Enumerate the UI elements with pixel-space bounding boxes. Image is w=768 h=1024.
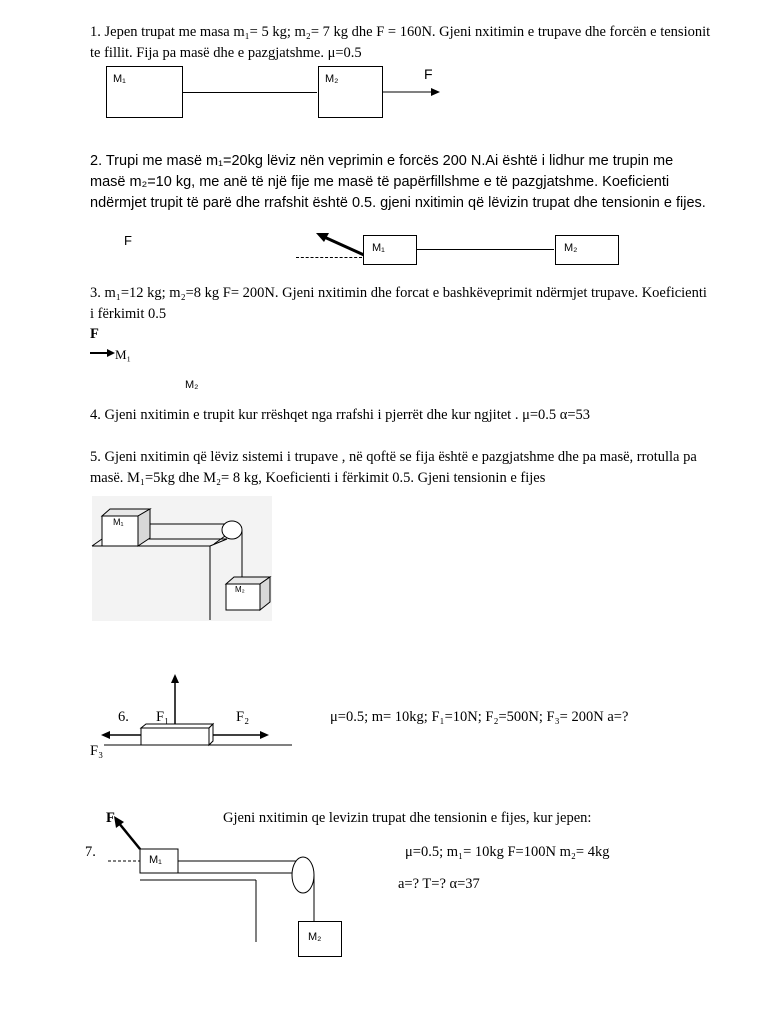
p1-label-m1: M₁ bbox=[113, 73, 126, 85]
p5-table-diagram bbox=[92, 496, 277, 626]
p7-unknowns: a=? T=? α=37 bbox=[398, 876, 480, 892]
problem-3-line-1: 3. m₁=12 kg; m₂=8 kg F= 200N. Gjeni nxitimin dhe forcat e bashkëveprimit ndërmjet trupave. Koeficienti bbox=[90, 285, 707, 301]
p1-string bbox=[182, 92, 317, 93]
p2-force-arrow bbox=[312, 230, 368, 260]
p7-block-m2 bbox=[298, 921, 342, 957]
p6-parameters: μ=0.5; m= 10kg; F₁=10N; F₂=500N; F₃= 200N a=? bbox=[330, 709, 629, 725]
p6-diagram bbox=[100, 672, 300, 752]
p6-label-f1: F₁ bbox=[156, 709, 170, 725]
p3-label-m1: M₁ bbox=[115, 347, 132, 362]
problem-4-text: 4. Gjeni nxitimin e trupit kur rrëshqet nga rrafshi i pjerrët dhe kur ngjitet . μ=0.5 α=53 bbox=[90, 407, 591, 423]
problem-5-text bbox=[90, 447, 760, 489]
p2-label-f: F bbox=[124, 233, 132, 248]
problem-2-line-3: ndërmjet trupit të parë dhe rrafshit është 0.5. gjeni nxitimin që lëvizin trupat dhe tensionin e fijes. bbox=[90, 195, 706, 211]
p3-label-m2: M₂ bbox=[185, 379, 199, 391]
problem-2-text bbox=[90, 151, 760, 214]
p7-parameters: μ=0.5; m₁= 10kg F=100N m₂= 4kg bbox=[405, 844, 610, 860]
p1-block-m1 bbox=[106, 66, 183, 118]
p6-label-f2: F₂ bbox=[236, 709, 250, 725]
problem-3-text bbox=[90, 283, 760, 325]
p2-ground-dashes bbox=[296, 257, 362, 258]
p7-label-m1: M₁ bbox=[149, 854, 162, 866]
p2-label-m1: M₁ bbox=[372, 242, 385, 254]
p5-label-m2: M₂ bbox=[235, 585, 245, 594]
problem-2-line-1: 2. Trupi me masë m₁=20kg lëviz nën veprimin e forcës 200 N.Ai është i lidhur me trupin me bbox=[90, 153, 674, 169]
problem-2-line-2: masë m₂=10 kg, me anë të një fije me masë të papërfillshme e të pazgjatshme. Koeficienti bbox=[90, 174, 670, 190]
problem-3-line-2: i fërkimit 0.5 bbox=[90, 306, 167, 322]
p6-label-f3: F₃ bbox=[90, 743, 104, 759]
p3-label-f: F bbox=[90, 326, 99, 342]
problem-1-line-1: 1. Jepen trupat me masa m₁= 5 kg; m₂= 7 kg dhe F = 160N. Gjeni nxitimin e trupave dhe forcën e tensionit bbox=[90, 24, 711, 40]
p2-block-m1 bbox=[363, 235, 417, 265]
p7-block-m1-area bbox=[141, 849, 178, 872]
p3-force-arrow bbox=[90, 347, 116, 359]
p7-number: 7. bbox=[85, 844, 96, 860]
p7-title: Gjeni nxitimin qe levizin trupat dhe tensionin e fijes, kur jepen: bbox=[223, 810, 592, 826]
p1-label-f: F bbox=[424, 66, 433, 82]
problem-1-text bbox=[90, 22, 760, 64]
p1-label-m2: M₂ bbox=[325, 73, 339, 85]
p2-block-m2 bbox=[555, 235, 619, 265]
p2-string bbox=[416, 249, 554, 250]
p7-label-m2: M₂ bbox=[308, 931, 322, 943]
p7-label-f: F bbox=[106, 810, 115, 826]
p5-label-m1: M₁ bbox=[113, 517, 124, 527]
p1-block-m2 bbox=[318, 66, 383, 118]
problem-5-line-2: masë. M₁=5kg dhe M₂= 8 kg, Koeficienti i fërkimit 0.5. Gjeni tensionin e fijes bbox=[90, 470, 546, 486]
p1-force-arrow bbox=[382, 86, 442, 98]
p6-number: 6. bbox=[118, 709, 129, 725]
problem-1-line-2: te fillit. Fija pa masë dhe e pazgjatshme. μ=0.5 bbox=[90, 45, 362, 61]
problem-5-line-1: 5. Gjeni nxitimin që lëviz sistemi i trupave , në qoftë se fija është e pazgjatshme dhe pa masë, rrotulla pa bbox=[90, 449, 697, 465]
p2-label-m2: M₂ bbox=[564, 242, 578, 254]
